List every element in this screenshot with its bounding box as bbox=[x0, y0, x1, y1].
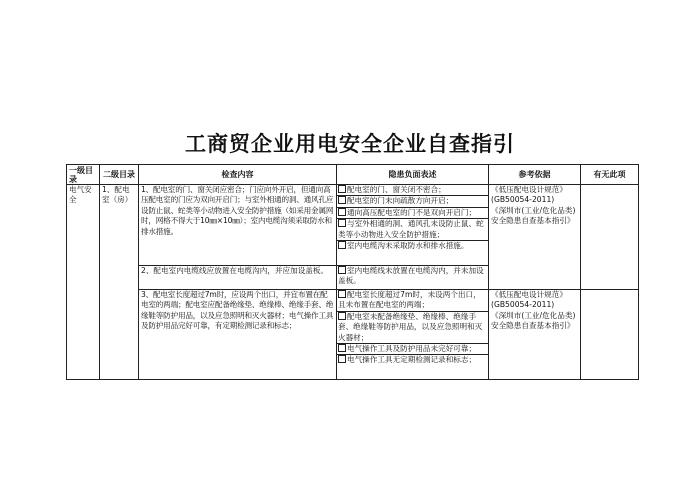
hazard-cell bbox=[337, 266, 489, 290]
reference-cell: 《低压配电设计规范》(GB50054-2011) 《深圳市(工业/危化品类)安全隐患自查基本指引》 bbox=[489, 185, 581, 290]
header-reference: 参考依据 bbox=[489, 165, 581, 185]
checkbox-icon[interactable] bbox=[338, 219, 346, 227]
checkbox-icon[interactable] bbox=[338, 241, 346, 249]
hazard-item: 室内电缆沟未采取防水和排水措施。 bbox=[337, 241, 488, 251]
applicable-cell[interactable] bbox=[581, 290, 639, 380]
hazard-item: 与室外相通的洞、通风孔未设防止鼠、蛇类等小动物进入安全防护措施； bbox=[337, 219, 488, 241]
header-applicable: 有无此项 bbox=[581, 165, 639, 185]
level2-cell: 1、配电室（房） bbox=[100, 185, 139, 380]
check-content-cell: 1、配电室的门、窗关闭应密合；门应向外开启，但通向高压配电室的门应为双向开启门；与室外相通的洞、通风孔应设防止鼠、蛇类等小动物进入安全防护措施（如采用金属网时，网格不得大于10㎜×10㎜）；室内电缆沟须采取防水和排水措施。 bbox=[139, 185, 337, 266]
reference-cell: 《低压配电设计规范》(GB50054-2011) 《深圳市(工业/危化品类)安全隐患自查基本指引》 bbox=[489, 290, 581, 380]
checkbox-icon[interactable] bbox=[338, 290, 346, 298]
checkbox-icon[interactable] bbox=[338, 344, 346, 352]
table-row bbox=[67, 290, 639, 380]
table-row bbox=[67, 185, 639, 266]
hazard-item: 配电室的门未向疏散方向开启； bbox=[337, 196, 488, 207]
checklist-table bbox=[66, 164, 639, 380]
checkbox-icon[interactable] bbox=[338, 266, 346, 274]
header-check-content: 检查内容 bbox=[139, 165, 337, 185]
hazard-item: 电气操作工具无定期检测记录和标志； bbox=[337, 355, 488, 365]
checkbox-icon[interactable] bbox=[338, 208, 346, 216]
page-title: 工商贸企业用电安全企业自查指引 bbox=[185, 132, 515, 156]
header-hazard-description: 隐患负面表述 bbox=[337, 165, 489, 185]
header-level1: 一级目录 bbox=[67, 165, 100, 185]
check-content-cell: 3、配电室长度超过7m时，应设两个出口，并宜布置在配电室的两端；配电室应配备绝缘垫、绝缘棒、绝缘手套、绝缘鞋等防护用品，以及应急照明和灭火器材；电气操作工具及防护用品完好可靠，有定期检测记录和标志； bbox=[139, 290, 337, 380]
header-level2: 二级目录 bbox=[100, 165, 139, 185]
level1-cell: 电气安全 bbox=[67, 185, 100, 380]
hazard-item: 电气操作工具及防护用品未完好可靠； bbox=[337, 344, 488, 355]
checkbox-icon[interactable] bbox=[338, 355, 346, 363]
applicable-cell[interactable] bbox=[581, 185, 639, 290]
hazard-cell bbox=[337, 290, 489, 380]
checkbox-icon[interactable] bbox=[338, 185, 346, 193]
hazard-cell bbox=[337, 185, 489, 266]
hazard-item: 配电室的门、窗关闭不密合； bbox=[337, 185, 488, 196]
hazard-item: 室内电缆线未放置在电缆沟内，并未加设盖板。 bbox=[338, 266, 484, 286]
checkbox-icon[interactable] bbox=[338, 312, 346, 320]
checkbox-icon[interactable] bbox=[338, 196, 346, 204]
hazard-item: 配电室未配备绝缘垫、绝缘棒、绝缘手套、绝缘鞋等防护用品，以及应急照明和灭火器材； bbox=[337, 312, 488, 344]
check-content-cell: 2、配电室内电缆线应放置在电缆沟内，并应加设盖板。 bbox=[139, 266, 337, 290]
hazard-item: 通向高压配电室的门不是双向开启门； bbox=[337, 208, 488, 219]
hazard-item: 配电室长度超过7m时，未设两个出口，且未布置在配电室的两端； bbox=[337, 290, 488, 312]
